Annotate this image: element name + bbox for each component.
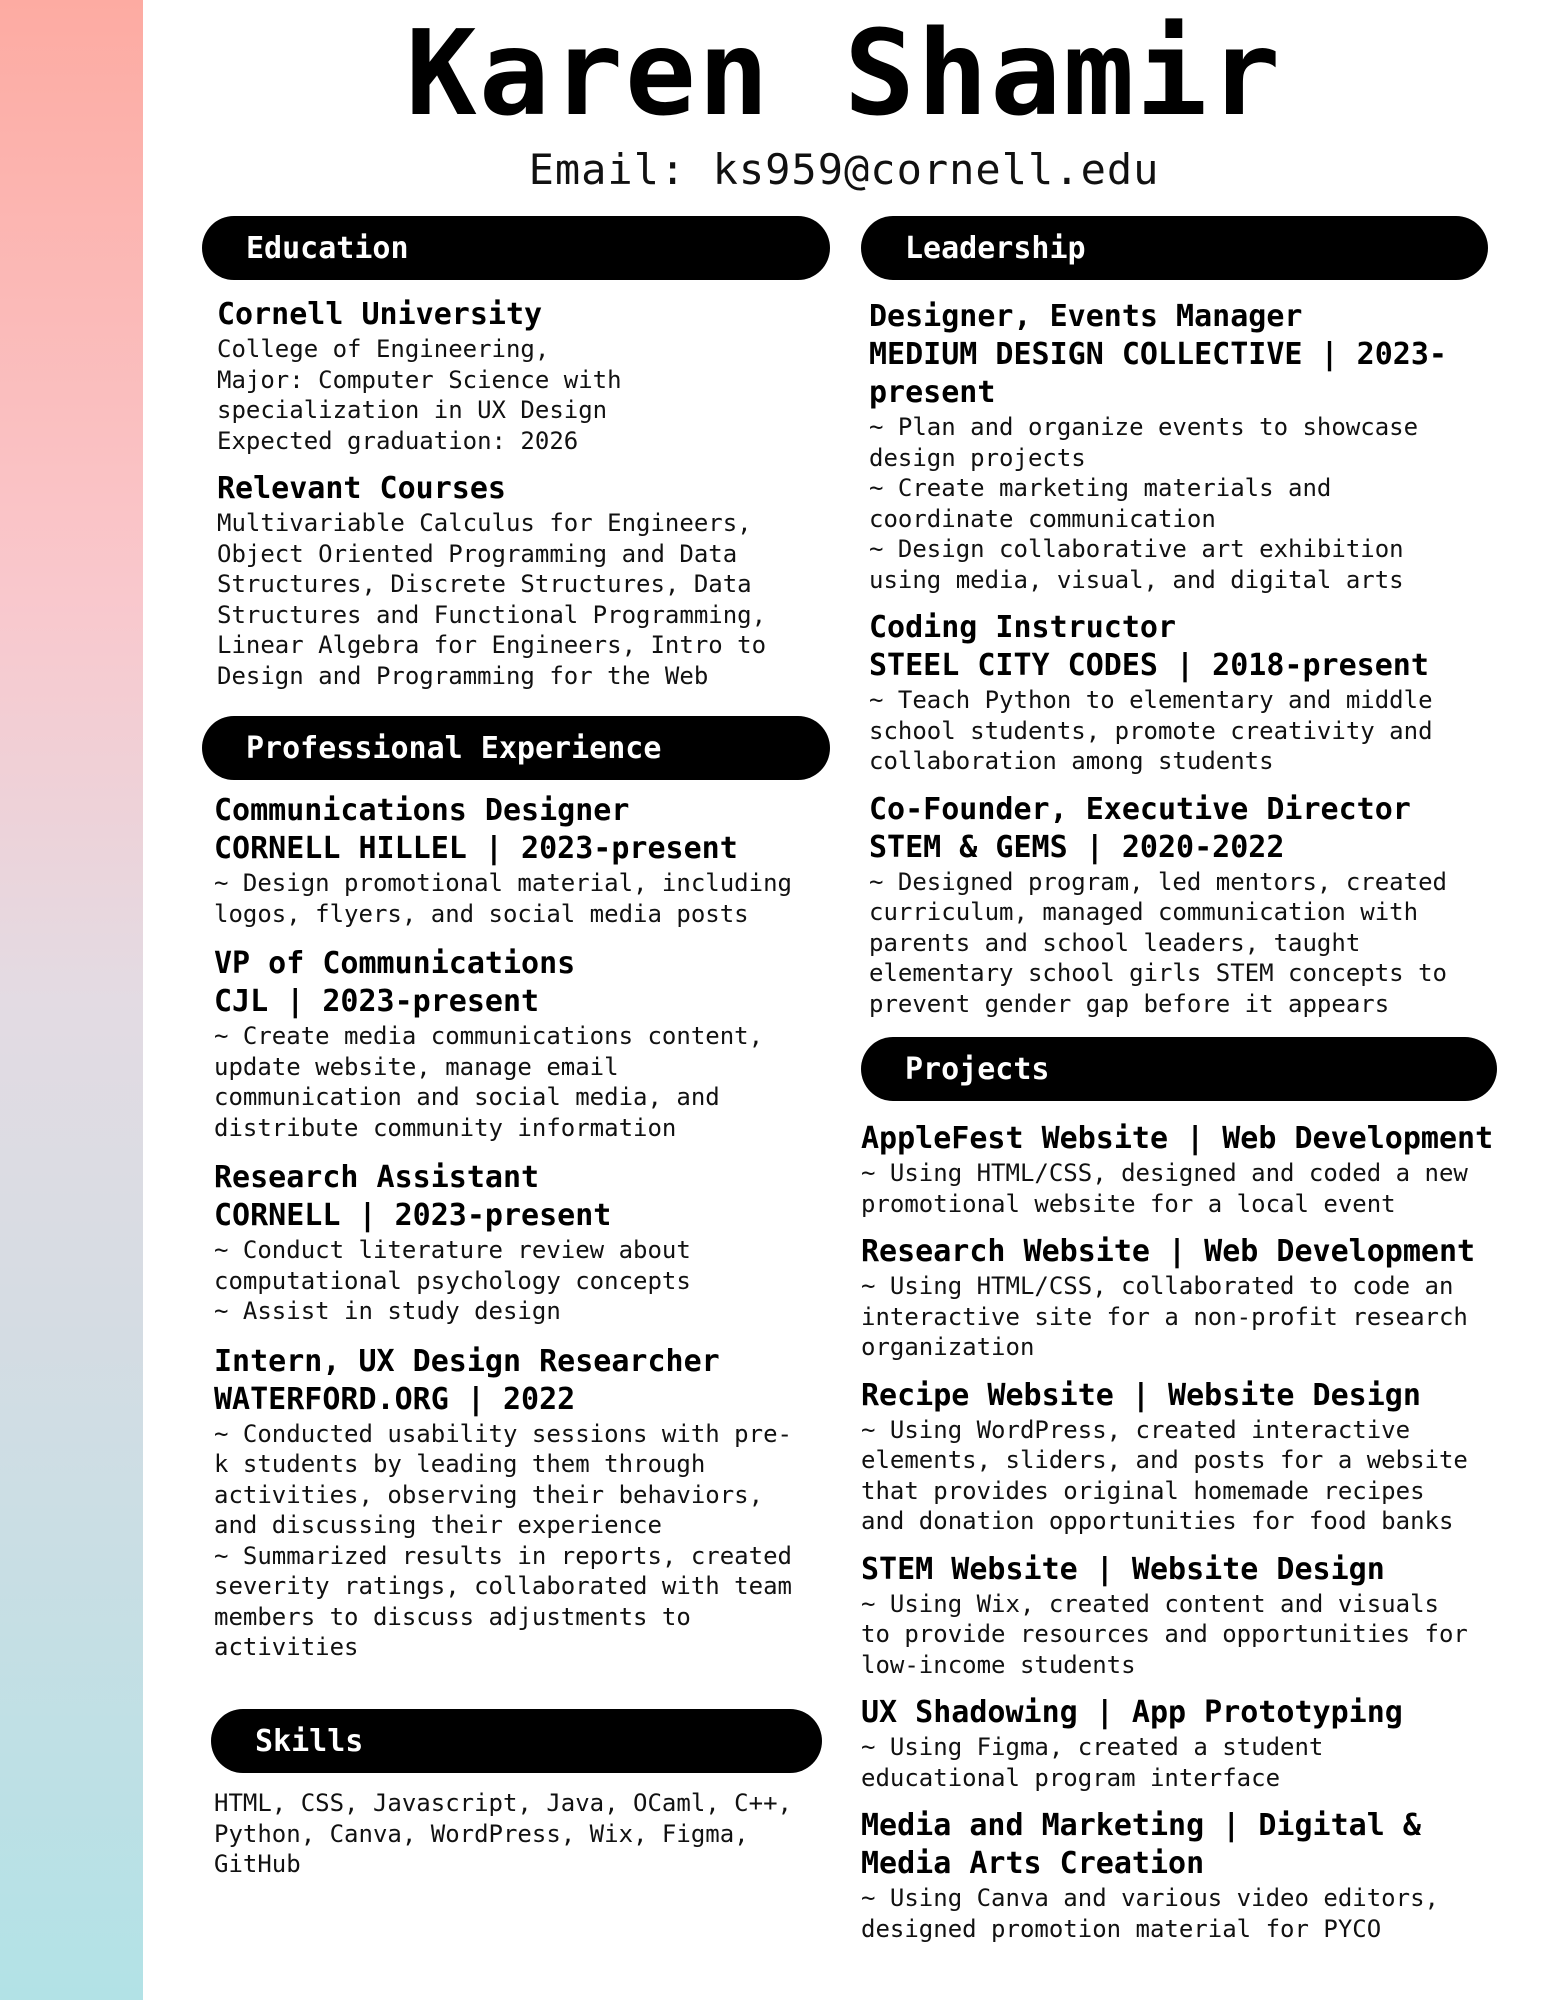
- courses-title: Relevant Courses: [217, 471, 506, 506]
- project-entry: [861, 1807, 1511, 1944]
- experience-title: VP of Communications CJL | 2023-present: [214, 946, 576, 1019]
- project-entry: [861, 1233, 1511, 1363]
- project-title: AppleFest Website | Web Development: [861, 1121, 1494, 1156]
- projects-section: [861, 1120, 1511, 1956]
- leadership-title: Designer, Events Manager MEDIUM DESIGN COLLECTIVE | 2023- present: [869, 299, 1447, 410]
- courses-entry: [217, 470, 837, 691]
- skills-text: HTML, CSS, Javascript, Java, OCaml, C++, Python, Canva, WordPress, Wix, Figma, GitHub: [214, 1789, 792, 1878]
- project-entry: [861, 1377, 1511, 1537]
- leadership-entry: [869, 609, 1509, 777]
- experience-text: ~ Design promotional material, including logos, flyers, and social media posts: [214, 869, 792, 928]
- leadership-section: [869, 298, 1509, 1031]
- experience-entry: [214, 945, 839, 1143]
- project-entry: [861, 1120, 1511, 1219]
- section-header-projects: Projects: [861, 1037, 1497, 1101]
- experience-entry: [214, 792, 839, 929]
- project-text: ~ Using Wix, created content and visuals to provide resources and opportunities for low-income students: [861, 1589, 1468, 1679]
- leadership-title: Coding Instructor STEEL CITY CODES | 2018-present: [869, 610, 1429, 683]
- education-entry: [217, 296, 837, 456]
- experience-text: ~ Create media communications content, update website, manage email communication and social media, and distribute community information: [214, 1022, 764, 1142]
- project-text: ~ Using WordPress, created interactive elements, sliders, and posts for a website that provides original homemade recipes and donation opportunities for food banks: [861, 1415, 1468, 1535]
- leadership-title: Co-Founder, Executive Director STEM & GEMS | 2020-2022: [869, 791, 1411, 865]
- project-text: ~ Using Figma, created a student educational program interface: [861, 1733, 1324, 1792]
- experience-entry: [214, 1159, 839, 1327]
- resume-name: Karen Shamir: [405, 4, 1283, 142]
- project-title: Media and Marketing | Digital & Media Arts Creation: [861, 1808, 1421, 1881]
- education-section: [217, 296, 837, 703]
- email-line: Email: ks959@cornell.edu: [528, 145, 1160, 194]
- education-text: College of Engineering, Major: Computer Science with specialization in UX Design Expected graduation: 2026: [217, 335, 622, 455]
- section-header-leadership: Leadership: [861, 216, 1488, 280]
- project-title: Research Website | Web Development: [861, 1234, 1476, 1269]
- decorative-gradient-sidebar: [0, 0, 143, 2000]
- section-header-education: Education: [202, 216, 830, 280]
- project-text: ~ Using HTML/CSS, collaborated to code an interactive site for a non-profit research organization: [861, 1272, 1468, 1361]
- experience-entry: [214, 1343, 839, 1663]
- courses-text: Multivariable Calculus for Engineers, Object Oriented Programming and Data Structures, Discrete Structures, Data Structures and Functional Programming, Linear Algebra for Engineers, Intro to Design and Programming for the Web: [217, 509, 767, 690]
- experience-title: Intern, UX Design Researcher WATERFORD.ORG | 2022: [214, 1343, 720, 1417]
- education-title: Cornell University: [217, 297, 543, 332]
- leadership-text: ~ Designed program, led mentors, created curriculum, managed communication with parents and school leaders, taught elementary school girls STEM concepts to prevent gender gap before it appears: [869, 867, 1447, 1018]
- project-title: UX Shadowing | App Prototyping: [861, 1695, 1403, 1730]
- project-entry: [861, 1694, 1511, 1793]
- section-header-professional: Professional Experience: [202, 716, 830, 780]
- project-text: ~ Using HTML/CSS, designed and coded a new promotional website for a local event: [861, 1159, 1468, 1218]
- experience-section: [214, 792, 839, 1675]
- project-title: STEM Website | Website Design: [861, 1551, 1385, 1587]
- experience-title: Communications Designer CORNELL HILLEL | 2023-present: [214, 793, 738, 866]
- experience-text: ~ Conduct literature review about computational psychology concepts ~ Assist in study design: [214, 1236, 691, 1325]
- leadership-text: ~ Teach Python to elementary and middle school students, promote creativity and collaboration among students: [869, 686, 1433, 775]
- section-header-skills: Skills: [211, 1709, 822, 1773]
- leadership-entry: [869, 791, 1509, 1020]
- project-title: Recipe Website | Website Design: [861, 1377, 1421, 1413]
- leadership-entry: [869, 298, 1509, 595]
- experience-title: Research Assistant CORNELL | 2023-present: [214, 1160, 612, 1233]
- leadership-text: ~ Plan and organize events to showcase design projects ~ Create marketing materials and coordinate communication ~ Design collaborative art exhibition using media, visual, and digital arts: [869, 413, 1419, 594]
- project-text: ~ Using Canva and various video editors, designed promotion material for PYCO: [861, 1884, 1439, 1943]
- project-entry: [861, 1551, 1511, 1681]
- experience-text: ~ Conducted usability sessions with pre- k students by leading them through activities, observing their behaviors, and discussing their experience ~ Summarized results in reports, created severity ratings, collaborated with team members to discuss adjustments to activities: [214, 1419, 792, 1661]
